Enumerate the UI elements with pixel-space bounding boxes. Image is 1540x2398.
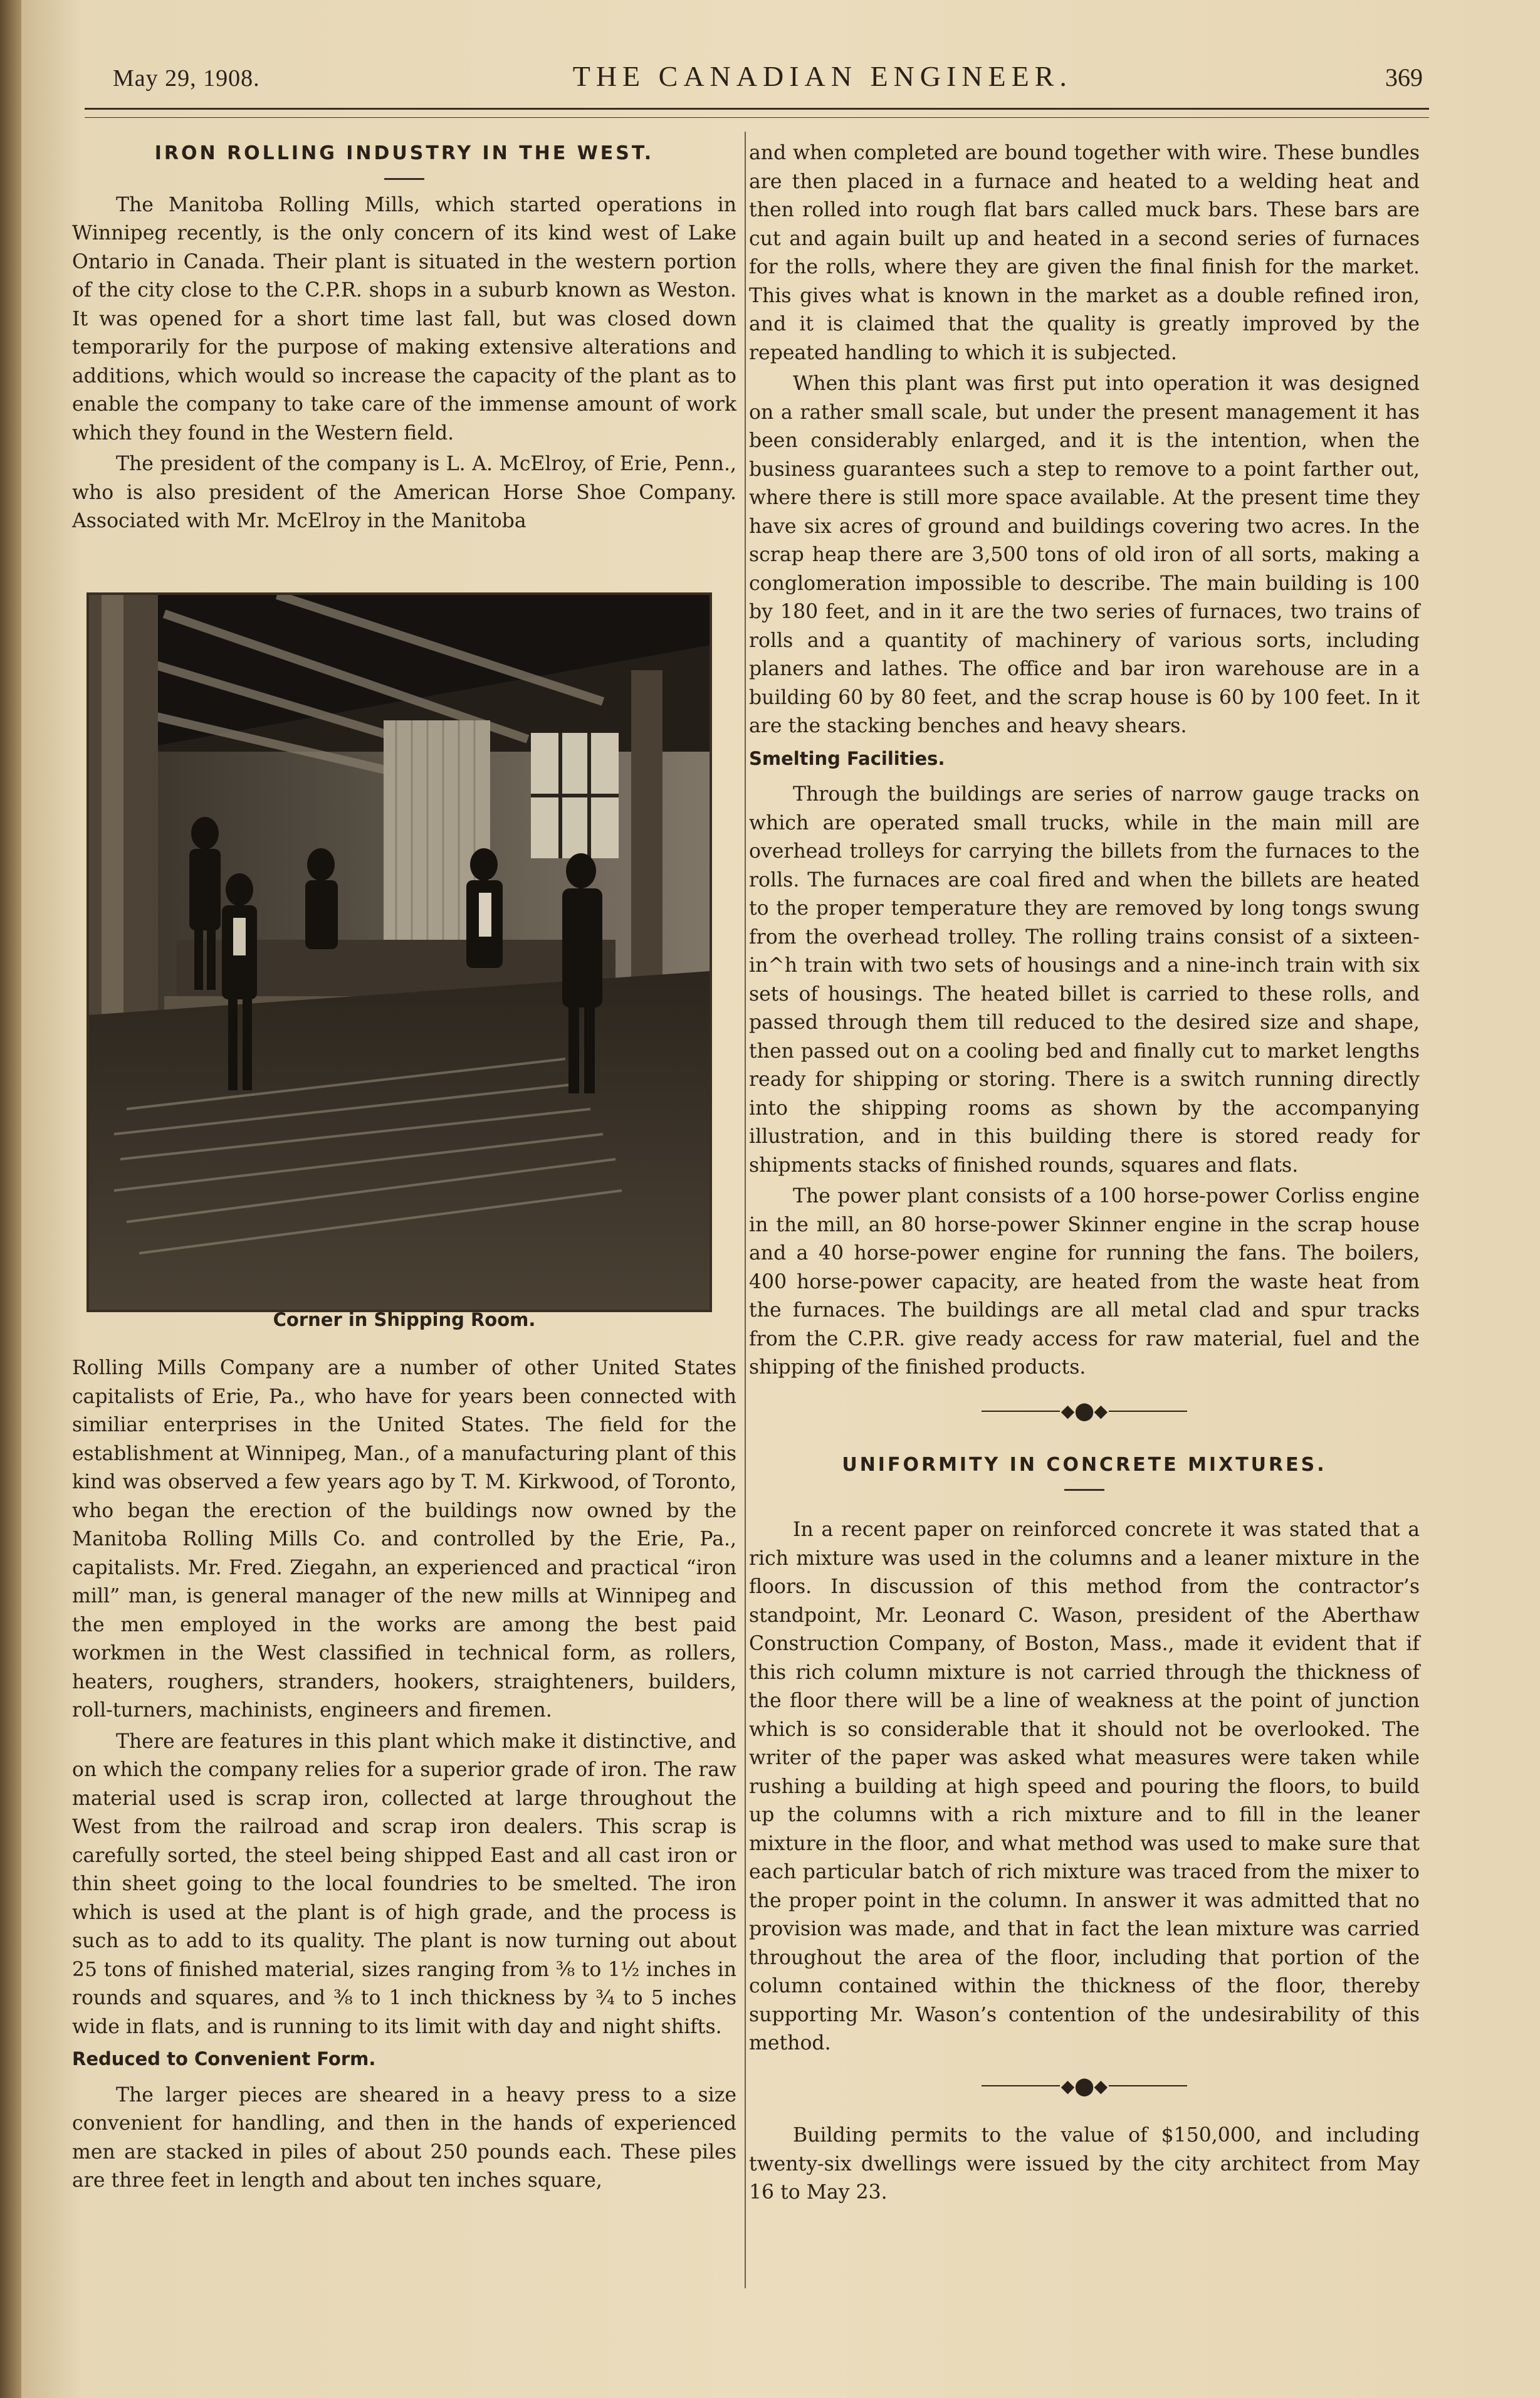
article-title-concrete: UNIFORMITY IN CONCRETE MIXTURES. [842,1453,1327,1476]
shipping-room-photo [86,592,712,1312]
section-ornament: ◆⬤◆ [749,1396,1420,1426]
paragraph: Through the buildings are series of narrow gauge tracks on which are operated small trucks, while in the main mill are overhead trolleys for carrying the billets from the furnaces to the rolls. The furnaces are coal fired and when the billets are heated to the proper temperature they are removed by long tongs swung from the overhead trolley. The rolling trains consist of a sixteen-in^h train with two sets of housings and a nine-inch train with six sets of housings. The heated billet is carried to these rolls, and passed through them till reduced to the desired size and shape, then passed out on a cooling bed and finally cut to market lengths ready for shipping or storing. There is a switch running directly into the shipping rooms as shown by the accompanying illustration, and in this building there is stored ready for shipments stacks of finished rounds, squares and flats. [749,783,1420,1177]
paragraph: The president of the company is L. A. McElroy, of Erie, Penn., who is also president of the American Horse Shoe Company. Associated with Mr. McElroy in the Manitoba [72,453,736,532]
paragraph: Building permits to the value of $150,000, and including twenty-six dwellings were issued by the city architect from May 16 to May 23. [749,2124,1420,2204]
title-rule [384,178,424,180]
title-rule [1064,1489,1104,1491]
page-header [113,60,1423,97]
paragraph: The power plant consists of a 100 horse-power Corliss engine in the mill, an 80 horse-power Skinner engine in the scrap house and a 40 horse-power engine for running the fans. The boilers, 400 horse-power capacity, are heated from the waste heat from the furnaces. The buildings are all metal clad and spur tracks from the C.P.R. give ready access for raw material, fuel and the shipping of the finished products. [749,1185,1420,1379]
paragraph: and when completed are bound together with wire. These bundles are then placed in a furnace and heated to a welding heat and then rolled into rough flat bars called muck bars. These bars are cut and again built up and heated in a second series of furnaces for the rolls, where they are given the final finish for the market. This gives what is known in the market as a double refined iron, and it is claimed that the quality is greatly improved by the repeated handling to which it is subjected. [749,142,1420,364]
paragraph: Rolling Mills Company are a number of other United States capitalists of Erie, Pa., who have for years been connected with similiar enterprises in the United States. The field for the establishment at Winnipeg, Man., of a manufacturing plant of this kind was observed a few years ago by T. M. Kirkwood, of Toronto, who began the erection of the buildings now owned by the Manitoba Rolling Mills Co. and controlled by the Erie, Pa., capitalists. Mr. Fred. Ziegahn, an experienced and practical “iron mill” man, is general manager of the new mills at Winnipeg and the men employed in the works are among the best paid workmen in the West classified in technical form, as rollers, heaters, roughers, stranders, hookers, straighteners, builders, roll-turners, machinists, engineers and firemen. [72,1357,736,1722]
paragraph: The larger pieces are sheared in a heavy press to a size convenient for handling, and then in the hands of experienced men are stacked in piles of about 250 pounds each. These piles are three feet in length and about ten inches square, [72,2083,736,2192]
page-number: 369 [1385,63,1423,92]
right-column [749,139,1420,2207]
paragraph: There are features in this plant which make it distinctive, and on which the company relies for a superior grade of iron. The raw material used is scrap iron, collected at large throughout the West from the railroad and scrap iron dealers. This scrap is carefully sorted, the steel being shipped East and all cast iron or thin sheet going to the local foundries to be smelted. The iron which is used at the plant is of high grade, and the process is such as to add to its quality. The plant is now turning out about 25 tons of finished material, sizes ranging from ⅜ to 1½ inches in rounds and squares, and ⅜ to 1 inch thickness by ¾ to 5 inches wide in flats, and is running to its limit with day and night shifts. [72,1730,736,2038]
photo-caption: Corner in Shipping Room. [273,1309,536,1330]
left-column-top [72,139,736,536]
shipping-room-photo-drawing [89,595,710,1310]
paragraph: In a recent paper on reinforced concrete it was stated that a rich mixture was used in the columns and a leaner mixture in the floors. In discussion of this method from the contractor’s standpoint, Mr. Leonard C. Wason, president of the Aberthaw Construction Company, of Boston, Mass., made it evident that if this rich column mixture is not carried through the thickness of the floor there will be a line of weakness at the point of junction which is so considerable that it should not be overlooked. The writer of the paper was asked what measures were taken while rushing a building at high speed and pouring the floors, to build up the columns with a rich mixture and to fill in the leaner mixture in the floor, and what method was used to make sure that each particular batch of rich mixture was traced from the mixer to the proper point in the column. In answer it was admitted that no provision was made, and that in fact the lean mixture was carried throughout the area of the floor, including that portion of the column contained within the thickness of the floor, thereby supporting Mr. Wason’s contention of the undesirability of this method. [749,1518,1420,2055]
paragraph: When this plant was first put into operation it was designed on a rather small scale, but under the present management it has been considerably enlarged, and it is the intention, when the business guarantees such a step to remove to a point farther out, where there is still more space available. At the present time they have six acres of ground and buildings covering two acres. In the scrap heap there are 3,500 tons of old iron of all sorts, making a conglomeration impossible to describe. The main building is 100 by 180 feet, and in it are the two series of furnaces, two trains of rolls and a quantity of machinery of various sorts, including planers and lathes. The office and bar iron warehouse are in a building 60 by 80 feet, and the scrap house is 60 by 100 feet. In it are the stacking benches and heavy shears. [749,372,1420,737]
subhead-reduced-to-convenient-form: Reduced to Convenient Form. [72,2048,376,2069]
binding-shadow [0,0,21,2398]
column-divider [745,132,746,2288]
section-ornament: ◆⬤◆ [749,2071,1420,2100]
left-column-bottom [72,1354,736,2196]
issue-date: May 29, 1908. [113,65,260,92]
journal-title: THE CANADIAN ENGINEER. [572,60,1072,92]
article-title-iron-rolling: IRON ROLLING INDUSTRY IN THE WEST. [154,142,654,164]
paragraph: The Manitoba Rolling Mills, which started operations in Winnipeg recently, is the only concern of its kind west of Lake Ontario in Canada. Their plant is situated in the western portion of the city close to the C.P.R. shops in a suburb known as Weston. It was opened for a short time last fall, but was closed down temporarily for the purpose of making extensive alterations and additions, which would so increase the capacity of the plant as to enable the company to take care of the immense amount of work which they found in the Western field. [72,193,736,444]
subhead-smelting-facilities: Smelting Facilities. [749,747,945,769]
header-rule [85,108,1429,118]
